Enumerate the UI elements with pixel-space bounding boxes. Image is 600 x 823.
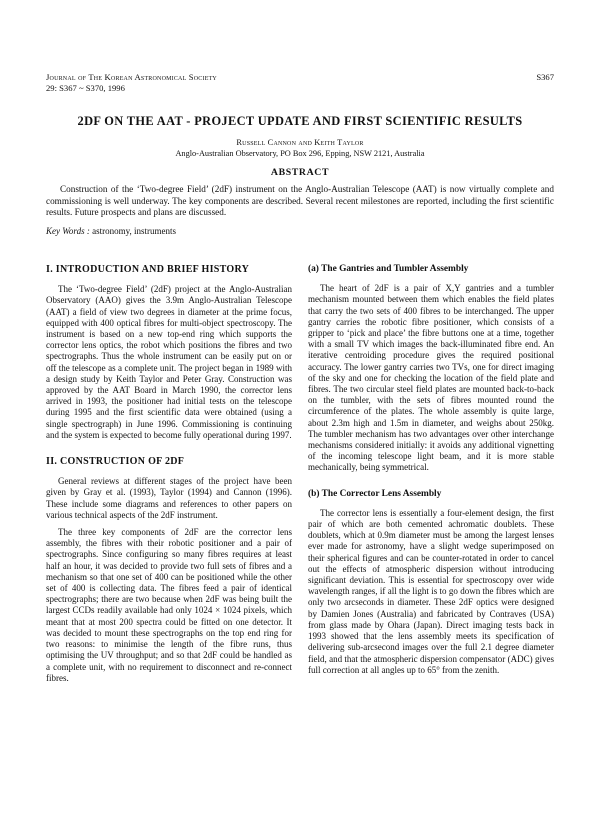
keywords-line	[46, 226, 176, 236]
running-header	[46, 72, 554, 93]
subsection-heading-gantries: (a) The Gantries and Tumbler Assembly	[308, 264, 469, 274]
keywords-label: Key Words :	[46, 226, 90, 236]
abstract-heading: ABSTRACT	[270, 167, 330, 178]
subsection-heading-corrector: (b) The Corrector Lens Assembly	[308, 488, 442, 499]
section-heading-introduction: I. INTRODUCTION AND BRIEF HISTORY	[46, 264, 250, 275]
page-number: S367	[536, 72, 554, 82]
journal-name: Journal of The Korean Astronomical Society	[46, 72, 217, 82]
right-column	[308, 264, 554, 682]
paper-authors: Russell Cannon and Keith Taylor	[236, 138, 364, 147]
keywords-value: astronomy, instruments	[92, 226, 177, 236]
left-column	[46, 264, 292, 690]
section-heading-construction: II. CONSTRUCTION OF 2DF	[46, 456, 185, 468]
abstract-text: Construction of the ‘Two-degree Field’ (2dF) instrument on the Anglo-Australian Telescope (AAT) is now virtually complete and commissioning is well underway. The key components are described. Several recent milestones are reported, including the first scientific results. Future prospects and plans are discussed.	[46, 184, 554, 218]
construction-paragraph-2: The three key components of 2dF are the corrector lens assembly, the fibres with their robotic positioner and a pair of spectrographs. Since configuring so many fibres requires at least half an hour, it was decided to provide two full sets of fibres and a mechanism so that one set of 400 can be positioned while the other set of 400 is collecting data. The fibres feed a pair of identical spectrographs; there are two because when 2dF was being built the largest CCDs readily available had only 1024 × 1024 pixels, which meant that at most 200 spectra could be fitted on one detector. It was decided to mount these spectrographs on the top end ring for two reasons: to minimise the length of the fibre runs, thus optimising the UV throughput; and so that 2dF could be handled as a complete unit, with no requirement to disconnect and re-connect fibres.	[46, 527, 292, 683]
corrector-paragraph-1: The corrector lens is essentially a four-element design, the first pair of which are both cemented achromatic doublets. These doublets, which at 0.9m diameter must be among the largest lenses ever made for astronomy, have a slight wedge superimposed on their spherical figures and can be counter-rotated in order to cancel out the effects of atmospheric dispersion without introducing significant deviation. This is essential for spectroscopy over wide wavelength ranges, if all the light is to go down the fibres which are only two arcseconds in diameter. These 2dF optics were designed by Damien Jones (Australia) and fabricated by Contraves (USA) from glass made by Ohara (Japan). Direct imaging tests back in 1993 showed that the lens assembly meets its specification of delivering sub-arcsecond images over the full 2.1 degree diameter field, and that the atmospheric dispersion compensator (ADC) gives full correction at all angles up to 65° from the zenith.	[308, 507, 554, 675]
paper-affiliation: Anglo-Australian Observatory, PO Box 296, Epping, NSW 2121, Australia	[175, 149, 425, 158]
paper-title: 2DF ON THE AAT - PROJECT UPDATE AND FIRST SCIENTIFIC RESULTS	[77, 114, 523, 128]
intro-paragraph-1: The ‘Two-degree Field’ (2dF) project at the Anglo-Australian Observatory (AAO) gives the 3.9m Anglo-Australian Telescope (AAT) a field of view two degrees in diameter at the prime focus, equipped with 400 optical fibres for multi-object spectroscopy. The instrument is based on a new top-end ring which supports the corrector lens optics, the robot which positions the fibres and two spectrographs. Thus the whole instrument can be easily put on or off the telescope as a complete unit. The project began in 1989 with a design study by Keith Taylor and Peter Gray. Construction was approved by the AAT Board in March 1990, the corrector lens arrived in 1993, the positioner had initial tests on the telescope during 1995 and the first scientific data were obtained (using a single spectrograph) in June 1996. Commissioning is continuing and the system is expected to become fully operational during 1997.	[46, 284, 292, 440]
construction-paragraph-1: General reviews at different stages of the project have been given by Gray et al. (1993), Taylor (1994) and Cannon (1996). These include some diagrams and references to other papers on various technical aspects of the 2dF instrument.	[46, 476, 292, 520]
gantries-paragraph-1: The heart of 2dF is a pair of X,Y gantries and a tumbler mechanism mounted between them which enables the field plates that carry the two sets of 400 fibres to be interchanged. The upper gantry carries the robotic fibre positioner, which consists of a gripper to ‘pick and place’ the fibre buttons one at a time, together with a small TV which images the back-illuminated fibre end. An iterative centroiding procedure gives the required positional accuracy. The lower gantry carries two TVs, one for direct imaging of the sky and one for checking the location of the field plate and fibres. The two circular steel field plates are mounted back-to-back on the tumbler, with the sets of fibres mounted round the circumference of the plates. The whole assembly is quite large, about 2.3m high and 1.5m in diameter, and weighs about 250kg. The tumbler mechanism has two advantages over other interchange mechanisms considered initially: it avoids any additional vignetting of the incoming telescope light beam, and it is more stable mechanically, being symmetrical.	[308, 283, 554, 473]
journal-volume: 29: S367 ~ S370, 1996	[46, 82, 125, 93]
